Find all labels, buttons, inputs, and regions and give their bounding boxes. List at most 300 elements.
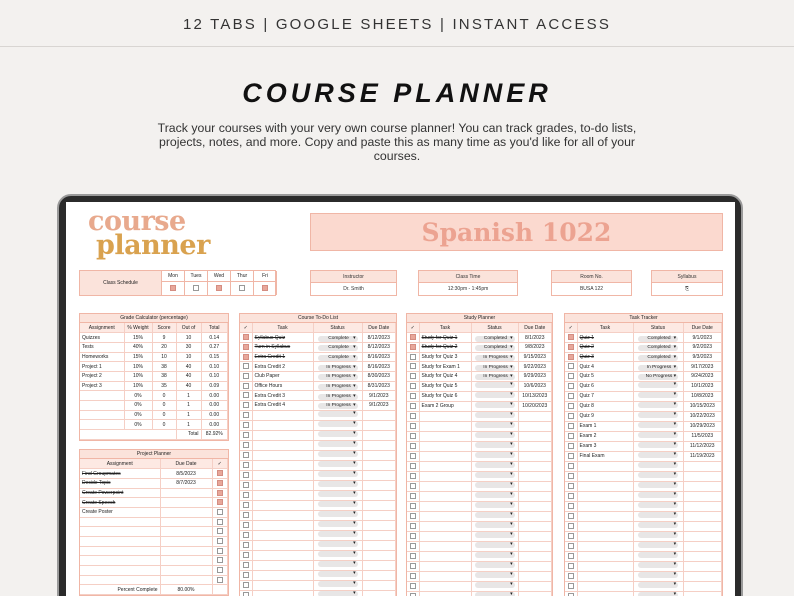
status-dropdown[interactable] bbox=[318, 581, 358, 587]
grade-cell[interactable]: 0.00 bbox=[201, 401, 228, 411]
row-checkbox[interactable] bbox=[568, 443, 574, 449]
task-name[interactable] bbox=[252, 500, 313, 510]
status-dropdown[interactable]: Completed ▾ bbox=[475, 336, 515, 342]
task-name[interactable] bbox=[577, 461, 633, 471]
due-date[interactable]: 11/19/2023 bbox=[683, 451, 722, 461]
due-date[interactable] bbox=[518, 511, 552, 521]
grade-cell[interactable]: 0.27 bbox=[201, 342, 228, 352]
due-date[interactable] bbox=[362, 450, 396, 460]
due-date[interactable] bbox=[683, 471, 722, 481]
project-assignment[interactable]: Create Powerpoint bbox=[80, 488, 160, 498]
due-date[interactable]: 9/1/2023 bbox=[362, 401, 396, 411]
due-date[interactable] bbox=[683, 561, 722, 571]
row-checkbox[interactable] bbox=[243, 373, 249, 379]
row-checkbox[interactable] bbox=[410, 443, 416, 449]
grade-cell[interactable]: 40 bbox=[176, 371, 201, 381]
due-date[interactable]: 8/16/2023 bbox=[362, 352, 396, 362]
task-name[interactable] bbox=[577, 501, 633, 511]
due-date[interactable]: 9/17/2023 bbox=[683, 362, 722, 372]
grade-cell[interactable]: 40 bbox=[176, 362, 201, 372]
syllabus-link-icon[interactable]: ⎘ bbox=[684, 286, 689, 292]
due-date[interactable] bbox=[518, 441, 552, 451]
grade-cell[interactable]: 10% bbox=[124, 371, 152, 381]
task-name[interactable] bbox=[419, 481, 471, 491]
row-checkbox[interactable] bbox=[410, 493, 416, 499]
grade-cell[interactable]: Project 3 bbox=[80, 381, 124, 391]
row-checkbox[interactable] bbox=[410, 453, 416, 459]
row-checkbox[interactable] bbox=[410, 523, 416, 529]
status-dropdown[interactable]: In Progress ▾ bbox=[475, 365, 515, 371]
day-checkbox[interactable] bbox=[193, 285, 199, 291]
due-date[interactable] bbox=[362, 420, 396, 430]
status-dropdown[interactable]: In Progress ▾ bbox=[638, 365, 678, 371]
row-checkbox[interactable] bbox=[568, 573, 574, 579]
grade-cell[interactable]: 1 bbox=[176, 401, 201, 411]
grade-cell[interactable]: 0.10 bbox=[201, 362, 228, 372]
task-name[interactable]: Extra Credit 3 bbox=[252, 391, 313, 401]
task-name[interactable] bbox=[252, 570, 313, 580]
status-dropdown[interactable] bbox=[318, 451, 358, 457]
task-name[interactable]: Quiz 9 bbox=[577, 411, 633, 421]
status-dropdown[interactable] bbox=[318, 521, 358, 527]
project-checkbox[interactable] bbox=[217, 538, 223, 544]
task-name[interactable]: Study for Quiz 6 bbox=[419, 391, 471, 401]
grade-cell[interactable]: 10 bbox=[176, 352, 201, 362]
due-date[interactable] bbox=[683, 521, 722, 531]
due-date[interactable] bbox=[362, 520, 396, 530]
project-assignment[interactable]: Decide Topic bbox=[80, 478, 160, 488]
task-name[interactable] bbox=[419, 451, 471, 461]
grade-cell[interactable]: 0.14 bbox=[201, 333, 228, 343]
row-checkbox[interactable] bbox=[410, 463, 416, 469]
due-date[interactable] bbox=[362, 500, 396, 510]
row-checkbox[interactable] bbox=[410, 553, 416, 559]
row-checkbox[interactable] bbox=[568, 393, 574, 399]
status-dropdown[interactable] bbox=[475, 432, 515, 438]
due-date[interactable] bbox=[518, 531, 552, 541]
due-date[interactable] bbox=[362, 480, 396, 490]
row-checkbox[interactable] bbox=[243, 383, 249, 389]
due-date[interactable] bbox=[362, 470, 396, 480]
grade-cell[interactable] bbox=[80, 410, 124, 420]
status-dropdown[interactable]: Complete ▾ bbox=[318, 355, 358, 361]
task-name[interactable] bbox=[577, 491, 633, 501]
row-checkbox[interactable] bbox=[243, 392, 249, 398]
status-dropdown[interactable]: In Progress ▾ bbox=[318, 394, 358, 400]
task-name[interactable] bbox=[577, 481, 633, 491]
due-date[interactable]: 9/3/2023 bbox=[683, 352, 722, 362]
status-dropdown[interactable]: Completed ▾ bbox=[638, 336, 678, 342]
task-name[interactable] bbox=[419, 411, 471, 421]
project-checkbox[interactable] bbox=[217, 490, 223, 496]
row-checkbox[interactable] bbox=[568, 563, 574, 569]
grade-cell[interactable]: 1 bbox=[176, 420, 201, 430]
row-checkbox[interactable] bbox=[568, 483, 574, 489]
status-dropdown[interactable] bbox=[475, 532, 515, 538]
task-name[interactable]: Final Exam bbox=[577, 451, 633, 461]
task-name[interactable]: Turn in Syllabus bbox=[252, 342, 313, 352]
task-name[interactable] bbox=[419, 571, 471, 581]
status-dropdown[interactable] bbox=[638, 432, 678, 438]
due-date[interactable] bbox=[518, 571, 552, 581]
task-name[interactable] bbox=[419, 431, 471, 441]
task-name[interactable] bbox=[252, 410, 313, 420]
due-date[interactable]: 10/15/2023 bbox=[683, 401, 722, 411]
due-date[interactable] bbox=[362, 510, 396, 520]
grade-cell[interactable]: 1 bbox=[176, 391, 201, 401]
row-checkbox[interactable] bbox=[243, 422, 249, 428]
task-name[interactable] bbox=[252, 540, 313, 550]
due-date[interactable] bbox=[683, 481, 722, 491]
status-dropdown[interactable] bbox=[475, 412, 515, 418]
task-name[interactable] bbox=[252, 510, 313, 520]
project-checkbox[interactable] bbox=[217, 557, 223, 563]
status-dropdown[interactable] bbox=[318, 431, 358, 437]
grade-cell[interactable]: 40% bbox=[124, 342, 152, 352]
status-dropdown[interactable] bbox=[475, 552, 515, 558]
due-date[interactable]: 11/12/2023 bbox=[683, 441, 722, 451]
task-name[interactable]: Study for Quiz 5 bbox=[419, 381, 471, 391]
grade-cell[interactable]: Project 1 bbox=[80, 362, 124, 372]
row-checkbox[interactable] bbox=[243, 432, 249, 438]
task-name[interactable]: Exam 2 Group bbox=[419, 401, 471, 411]
task-name[interactable] bbox=[419, 591, 471, 596]
grade-cell[interactable] bbox=[80, 391, 124, 401]
status-dropdown[interactable] bbox=[638, 402, 678, 408]
project-checkbox[interactable] bbox=[217, 509, 223, 515]
status-dropdown[interactable] bbox=[638, 502, 678, 508]
row-checkbox[interactable] bbox=[410, 473, 416, 479]
due-date[interactable] bbox=[518, 491, 552, 501]
row-checkbox[interactable] bbox=[243, 354, 249, 360]
row-checkbox[interactable] bbox=[568, 473, 574, 479]
grade-cell[interactable]: 38 bbox=[152, 362, 176, 372]
status-dropdown[interactable] bbox=[318, 591, 358, 596]
row-checkbox[interactable] bbox=[568, 503, 574, 509]
due-date[interactable] bbox=[683, 501, 722, 511]
task-name[interactable]: Exam 3 bbox=[577, 441, 633, 451]
row-checkbox[interactable] bbox=[243, 512, 249, 518]
status-dropdown[interactable] bbox=[638, 472, 678, 478]
row-checkbox[interactable] bbox=[410, 543, 416, 549]
project-due-date[interactable] bbox=[160, 575, 212, 585]
row-checkbox[interactable] bbox=[243, 562, 249, 568]
project-due-date[interactable] bbox=[160, 546, 212, 556]
row-checkbox[interactable] bbox=[243, 492, 249, 498]
status-dropdown[interactable] bbox=[638, 382, 678, 388]
row-checkbox[interactable] bbox=[243, 592, 249, 596]
row-checkbox[interactable] bbox=[243, 522, 249, 528]
day-checkbox[interactable] bbox=[262, 285, 268, 291]
due-date[interactable] bbox=[518, 501, 552, 511]
row-checkbox[interactable] bbox=[410, 503, 416, 509]
project-checkbox[interactable] bbox=[217, 480, 223, 486]
row-checkbox[interactable] bbox=[243, 542, 249, 548]
due-date[interactable]: 8/1/2023 bbox=[518, 333, 552, 343]
grade-cell[interactable]: 9 bbox=[152, 333, 176, 343]
due-date[interactable] bbox=[518, 541, 552, 551]
project-due-date[interactable]: 8/7/2023 bbox=[160, 478, 212, 488]
due-date[interactable] bbox=[362, 550, 396, 560]
status-dropdown[interactable] bbox=[318, 461, 358, 467]
task-name[interactable]: Quiz 2 bbox=[577, 342, 633, 352]
status-dropdown[interactable] bbox=[318, 491, 358, 497]
task-name[interactable] bbox=[252, 530, 313, 540]
status-dropdown[interactable]: Completed ▾ bbox=[638, 355, 678, 361]
status-dropdown[interactable] bbox=[638, 592, 678, 596]
status-dropdown[interactable]: In Progress ▾ bbox=[475, 374, 515, 380]
due-date[interactable]: 10/13/2023 bbox=[518, 391, 552, 401]
task-name[interactable]: Office Hours bbox=[252, 381, 313, 391]
task-name[interactable] bbox=[577, 531, 633, 541]
status-dropdown[interactable] bbox=[638, 562, 678, 568]
status-dropdown[interactable] bbox=[638, 572, 678, 578]
grade-cell[interactable]: 0% bbox=[124, 410, 152, 420]
status-dropdown[interactable] bbox=[638, 482, 678, 488]
row-checkbox[interactable] bbox=[410, 363, 416, 369]
due-date[interactable] bbox=[683, 591, 722, 596]
task-name[interactable]: Exam 2 bbox=[577, 431, 633, 441]
row-checkbox[interactable] bbox=[410, 373, 416, 379]
course-title[interactable]: Spanish 1022 bbox=[310, 213, 723, 251]
project-assignment[interactable]: Create Poster bbox=[80, 507, 160, 517]
due-date[interactable] bbox=[683, 531, 722, 541]
due-date[interactable]: 9/22/2023 bbox=[518, 362, 552, 372]
row-checkbox[interactable] bbox=[410, 334, 416, 340]
task-name[interactable] bbox=[252, 460, 313, 470]
status-dropdown[interactable]: In Progress ▾ bbox=[318, 403, 358, 409]
task-name[interactable] bbox=[252, 480, 313, 490]
day-checkbox[interactable] bbox=[170, 285, 176, 291]
row-checkbox[interactable] bbox=[410, 563, 416, 569]
task-name[interactable] bbox=[419, 501, 471, 511]
row-checkbox[interactable] bbox=[410, 403, 416, 409]
task-name[interactable]: Study for Quiz 2 bbox=[419, 342, 471, 352]
due-date[interactable]: 9/24/2023 bbox=[683, 371, 722, 381]
due-date[interactable] bbox=[518, 581, 552, 591]
task-name[interactable]: Extra Credit 2 bbox=[252, 362, 313, 372]
row-checkbox[interactable] bbox=[568, 463, 574, 469]
task-name[interactable] bbox=[419, 531, 471, 541]
project-checkbox[interactable] bbox=[217, 567, 223, 573]
due-date[interactable]: 8/16/2023 bbox=[362, 362, 396, 372]
due-date[interactable] bbox=[683, 541, 722, 551]
due-date[interactable] bbox=[683, 551, 722, 561]
project-due-date[interactable] bbox=[160, 556, 212, 566]
row-checkbox[interactable] bbox=[243, 472, 249, 478]
row-checkbox[interactable] bbox=[568, 383, 574, 389]
task-name[interactable]: Quiz 7 bbox=[577, 391, 633, 401]
due-date[interactable] bbox=[683, 461, 722, 471]
status-dropdown[interactable] bbox=[475, 442, 515, 448]
due-date[interactable]: 9/1/2023 bbox=[362, 391, 396, 401]
grade-cell[interactable]: 1 bbox=[176, 410, 201, 420]
task-name[interactable] bbox=[252, 490, 313, 500]
status-dropdown[interactable]: In Progress ▾ bbox=[318, 365, 358, 371]
grade-cell[interactable]: 35 bbox=[152, 381, 176, 391]
due-date[interactable] bbox=[362, 540, 396, 550]
task-name[interactable]: Quiz 3 bbox=[577, 352, 633, 362]
row-checkbox[interactable] bbox=[568, 403, 574, 409]
project-assignment[interactable] bbox=[80, 556, 160, 566]
project-checkbox[interactable] bbox=[217, 519, 223, 525]
project-due-date[interactable] bbox=[160, 566, 212, 576]
status-dropdown[interactable] bbox=[475, 472, 515, 478]
grade-cell[interactable]: 38 bbox=[152, 371, 176, 381]
grade-cell[interactable]: Quizzes bbox=[80, 333, 124, 343]
status-dropdown[interactable] bbox=[318, 531, 358, 537]
due-date[interactable]: 10/8/2023 bbox=[683, 391, 722, 401]
due-date[interactable] bbox=[518, 461, 552, 471]
class-time-value[interactable]: 12:30pm - 1:45pm bbox=[447, 286, 489, 292]
due-date[interactable]: 8/30/2023 bbox=[362, 371, 396, 381]
task-name[interactable] bbox=[577, 591, 633, 596]
row-checkbox[interactable] bbox=[243, 452, 249, 458]
status-dropdown[interactable] bbox=[318, 561, 358, 567]
status-dropdown[interactable] bbox=[475, 462, 515, 468]
task-name[interactable] bbox=[577, 561, 633, 571]
task-name[interactable] bbox=[577, 581, 633, 591]
due-date[interactable] bbox=[362, 490, 396, 500]
task-name[interactable] bbox=[252, 560, 313, 570]
row-checkbox[interactable] bbox=[243, 402, 249, 408]
status-dropdown[interactable] bbox=[475, 502, 515, 508]
status-dropdown[interactable] bbox=[475, 392, 515, 398]
project-assignment[interactable] bbox=[80, 575, 160, 585]
due-date[interactable] bbox=[518, 561, 552, 571]
project-checkbox[interactable] bbox=[217, 548, 223, 554]
status-dropdown[interactable] bbox=[475, 582, 515, 588]
status-dropdown[interactable] bbox=[638, 442, 678, 448]
status-dropdown[interactable] bbox=[475, 482, 515, 488]
row-checkbox[interactable] bbox=[243, 502, 249, 508]
status-dropdown[interactable] bbox=[318, 501, 358, 507]
status-dropdown[interactable] bbox=[475, 452, 515, 458]
status-dropdown[interactable] bbox=[475, 512, 515, 518]
status-dropdown[interactable] bbox=[475, 402, 515, 408]
task-name[interactable]: Quiz 8 bbox=[577, 401, 633, 411]
grade-cell[interactable]: 30 bbox=[176, 342, 201, 352]
due-date[interactable]: 9/15/2023 bbox=[518, 352, 552, 362]
status-dropdown[interactable] bbox=[638, 452, 678, 458]
row-checkbox[interactable] bbox=[243, 363, 249, 369]
project-assignment[interactable] bbox=[80, 517, 160, 527]
due-date[interactable] bbox=[362, 430, 396, 440]
due-date[interactable] bbox=[362, 440, 396, 450]
due-date[interactable]: 9/29/2023 bbox=[518, 371, 552, 381]
status-dropdown[interactable] bbox=[638, 512, 678, 518]
status-dropdown[interactable] bbox=[638, 582, 678, 588]
project-assignment[interactable] bbox=[80, 546, 160, 556]
row-checkbox[interactable] bbox=[568, 354, 574, 360]
status-dropdown[interactable] bbox=[318, 471, 358, 477]
row-checkbox[interactable] bbox=[568, 344, 574, 350]
task-name[interactable] bbox=[252, 420, 313, 430]
due-date[interactable] bbox=[518, 421, 552, 431]
status-dropdown[interactable] bbox=[318, 441, 358, 447]
due-date[interactable]: 8/12/2023 bbox=[362, 333, 396, 343]
row-checkbox[interactable] bbox=[243, 572, 249, 578]
status-dropdown[interactable] bbox=[475, 592, 515, 596]
row-checkbox[interactable] bbox=[568, 553, 574, 559]
row-checkbox[interactable] bbox=[410, 433, 416, 439]
task-name[interactable] bbox=[252, 430, 313, 440]
status-dropdown[interactable] bbox=[638, 462, 678, 468]
due-date[interactable]: 10/22/2023 bbox=[683, 411, 722, 421]
grade-cell[interactable]: 10 bbox=[176, 333, 201, 343]
grade-cell[interactable]: 0.00 bbox=[201, 420, 228, 430]
status-dropdown[interactable]: Completed ▾ bbox=[475, 345, 515, 351]
row-checkbox[interactable] bbox=[243, 552, 249, 558]
grade-cell[interactable]: 0.00 bbox=[201, 391, 228, 401]
due-date[interactable]: 10/29/2023 bbox=[683, 421, 722, 431]
task-name[interactable] bbox=[577, 511, 633, 521]
row-checkbox[interactable] bbox=[243, 582, 249, 588]
task-name[interactable] bbox=[419, 511, 471, 521]
task-name[interactable] bbox=[577, 571, 633, 581]
grade-cell[interactable]: 20 bbox=[152, 342, 176, 352]
status-dropdown[interactable]: In Progress ▾ bbox=[318, 374, 358, 380]
status-dropdown[interactable] bbox=[475, 572, 515, 578]
task-name[interactable] bbox=[419, 491, 471, 501]
task-name[interactable] bbox=[419, 521, 471, 531]
project-assignment[interactable]: Create Speech bbox=[80, 498, 160, 508]
due-date[interactable] bbox=[362, 460, 396, 470]
grade-cell[interactable]: 0% bbox=[124, 401, 152, 411]
due-date[interactable] bbox=[518, 551, 552, 561]
task-name[interactable] bbox=[419, 581, 471, 591]
grade-cell[interactable]: 0 bbox=[152, 401, 176, 411]
status-dropdown[interactable] bbox=[475, 522, 515, 528]
project-assignment[interactable] bbox=[80, 527, 160, 537]
due-date[interactable] bbox=[362, 580, 396, 590]
due-date[interactable]: 10/1/2023 bbox=[683, 381, 722, 391]
task-name[interactable] bbox=[419, 421, 471, 431]
status-dropdown[interactable] bbox=[475, 542, 515, 548]
task-name[interactable] bbox=[252, 520, 313, 530]
project-assignment[interactable] bbox=[80, 566, 160, 576]
row-checkbox[interactable] bbox=[410, 533, 416, 539]
grade-cell[interactable]: 10% bbox=[124, 362, 152, 372]
task-name[interactable] bbox=[252, 580, 313, 590]
due-date[interactable] bbox=[362, 530, 396, 540]
instructor-value[interactable]: Dr. Smith bbox=[343, 286, 364, 292]
due-date[interactable] bbox=[518, 411, 552, 421]
grade-cell[interactable] bbox=[80, 401, 124, 411]
task-name[interactable]: Study for Exam 1 bbox=[419, 362, 471, 372]
grade-cell[interactable]: 0 bbox=[152, 391, 176, 401]
task-name[interactable] bbox=[577, 541, 633, 551]
due-date[interactable] bbox=[362, 570, 396, 580]
status-dropdown[interactable] bbox=[475, 422, 515, 428]
status-dropdown[interactable] bbox=[638, 492, 678, 498]
status-dropdown[interactable]: In Progress ▾ bbox=[318, 384, 358, 390]
grade-cell[interactable]: 10% bbox=[124, 381, 152, 391]
project-due-date[interactable] bbox=[160, 498, 212, 508]
row-checkbox[interactable] bbox=[410, 573, 416, 579]
task-name[interactable] bbox=[419, 541, 471, 551]
grade-cell[interactable] bbox=[80, 420, 124, 430]
due-date[interactable] bbox=[362, 590, 396, 596]
project-due-date[interactable] bbox=[160, 527, 212, 537]
task-name[interactable]: Study for Quiz 4 bbox=[419, 371, 471, 381]
due-date[interactable] bbox=[518, 471, 552, 481]
task-name[interactable]: Quiz 4 bbox=[577, 362, 633, 372]
task-name[interactable] bbox=[252, 440, 313, 450]
status-dropdown[interactable] bbox=[638, 542, 678, 548]
status-dropdown[interactable] bbox=[638, 552, 678, 558]
due-date[interactable]: 10/6/2023 bbox=[518, 381, 552, 391]
